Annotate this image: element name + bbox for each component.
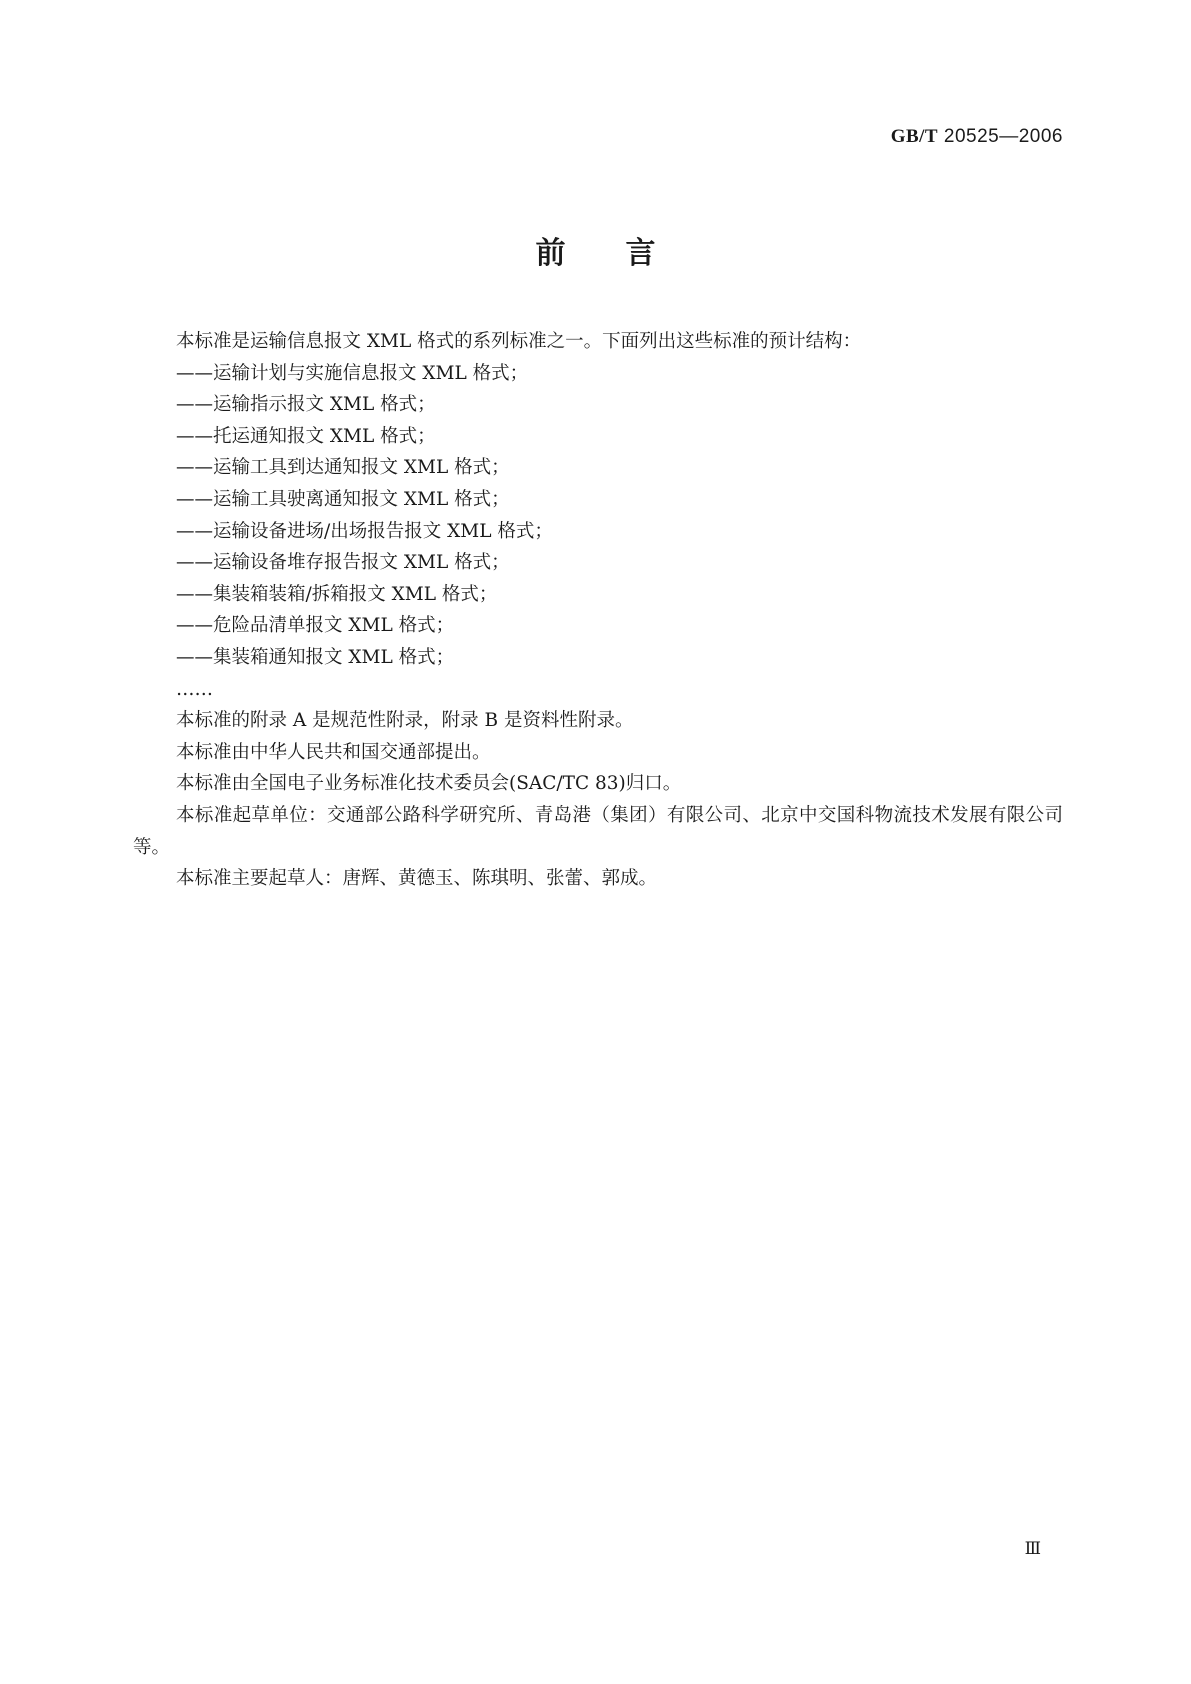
standards-list xyxy=(133,358,1063,706)
proposer-paragraph: 本标准由中华人民共和国交通部提出。 xyxy=(176,741,491,763)
list-item: ——运输工具到达通知报文 XML 格式； xyxy=(176,457,510,479)
standard-prefix: GB/T xyxy=(890,126,939,147)
list-item: ——集装箱装箱/拆箱报文 XML 格式； xyxy=(176,583,498,605)
list-item: ——运输工具驶离通知报文 XML 格式； xyxy=(176,488,510,510)
list-item: ——运输计划与实施信息报文 XML 格式； xyxy=(176,362,529,384)
drafting-units-paragraph: 本标准起草单位：交通部公路科学研究所、青岛港（集团）有限公司、北京中交国科物流技术发展有限公司等。 xyxy=(133,804,1063,858)
foreword-body xyxy=(133,326,1063,895)
annex-paragraph: 本标准的附录 A 是规范性附录，附录 B 是资料性附录。 xyxy=(176,710,634,732)
list-item: ——运输设备堆存报告报文 XML 格式； xyxy=(176,552,510,574)
drafters-paragraph: 本标准主要起草人：唐辉、黄德玉、陈琪明、张蕾、郭成。 xyxy=(176,868,658,890)
standard-code xyxy=(891,126,1063,148)
list-ellipsis: …… xyxy=(176,678,213,700)
list-item: ——运输指示报文 XML 格式； xyxy=(176,394,436,416)
standard-number: 20525—2006 xyxy=(943,126,1063,147)
list-item: ——集装箱通知报文 XML 格式； xyxy=(176,646,455,668)
page-title: 前言 xyxy=(535,236,716,271)
intro-paragraph: 本标准是运输信息报文 XML 格式的系列标准之一。下面列出这些标准的预计结构： xyxy=(176,331,862,352)
list-item: ——托运通知报文 XML 格式； xyxy=(176,425,436,447)
page-number: Ⅲ xyxy=(1024,1539,1041,1558)
list-item: ——运输设备进场/出场报告报文 XML 格式； xyxy=(176,520,553,542)
centralized-paragraph: 本标准由全国电子业务标准化技术委员会(SAC/TC 83)归口。 xyxy=(176,773,682,795)
list-item: ——危险品清单报文 XML 格式； xyxy=(176,615,455,637)
